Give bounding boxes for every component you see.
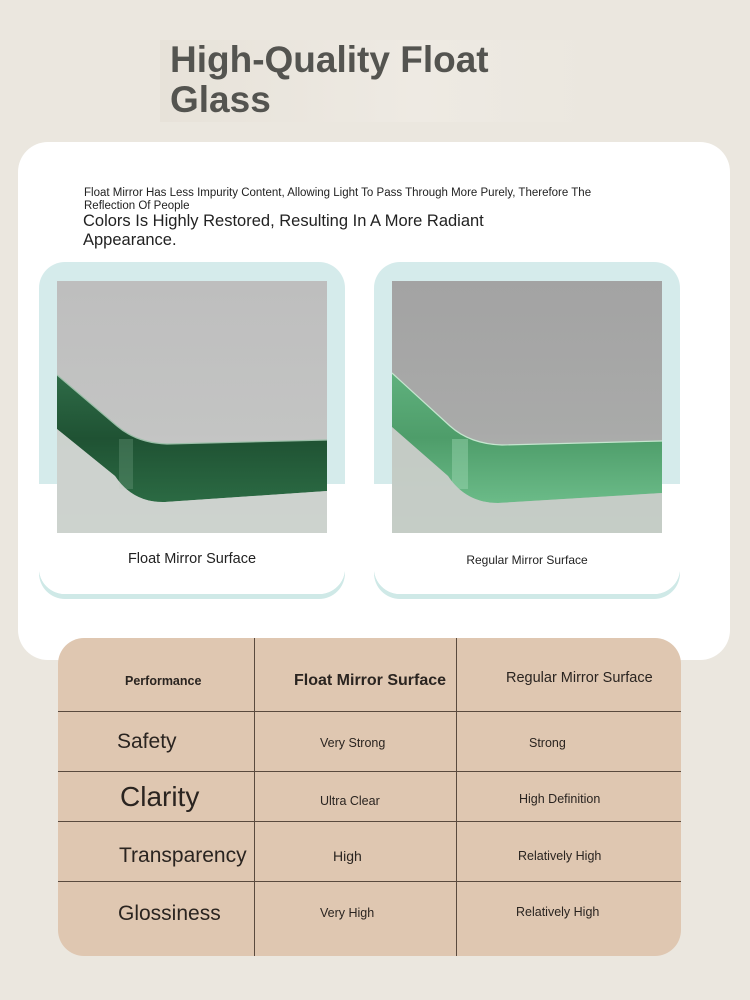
float-mirror-sample <box>39 262 345 594</box>
row-regular-safety: Strong <box>529 736 566 750</box>
float-mirror-label: Float Mirror Surface <box>127 551 257 567</box>
row-property-safety: Safety <box>117 730 177 753</box>
regular-mirror-edge-image <box>392 281 662 533</box>
float-mirror-edge-image <box>57 281 327 533</box>
regular-mirror-sample <box>374 262 680 594</box>
table-divider <box>58 881 681 882</box>
row-property-clarity: Clarity <box>120 781 200 812</box>
page-title <box>160 40 590 122</box>
regular-mirror-photo <box>392 281 662 533</box>
row-float-transparency: High <box>333 848 362 864</box>
page-title-line-2: Glass <box>170 79 271 120</box>
comparison-table <box>58 638 681 956</box>
table-divider <box>456 638 457 956</box>
row-property-transparency: Transparency <box>119 844 247 867</box>
page-title-line-1: High-Quality Float <box>170 39 489 80</box>
table-divider <box>58 711 681 712</box>
row-float-glossiness: Very High <box>320 906 375 920</box>
intro-text-small: Float Mirror Has Less Impurity Content, Allowing Light To Pass Through More Purely, Therefore The Reflection Of People <box>84 187 592 212</box>
float-mirror-photo <box>57 281 327 533</box>
header-performance: Performance <box>125 674 202 688</box>
table-divider <box>58 771 681 772</box>
row-regular-clarity: High Definition <box>519 792 601 806</box>
row-property-glossiness: Glossiness <box>118 902 221 925</box>
row-float-clarity: Ultra Clear <box>320 794 380 808</box>
intro-text-large: Colors Is Highly Restored, Resulting In A More Radiant Appearance. <box>83 212 484 249</box>
regular-mirror-label: Regular Mirror Surface <box>466 553 588 567</box>
header-regular-mirror: Regular Mirror Surface <box>506 670 653 686</box>
header-float-mirror: Float Mirror Surface <box>294 672 447 689</box>
row-regular-transparency: Relatively High <box>518 849 602 863</box>
table-divider <box>58 821 681 822</box>
table-divider <box>254 638 255 956</box>
row-regular-glossiness: Relatively High <box>516 905 600 919</box>
row-float-safety: Very Strong <box>320 736 386 750</box>
